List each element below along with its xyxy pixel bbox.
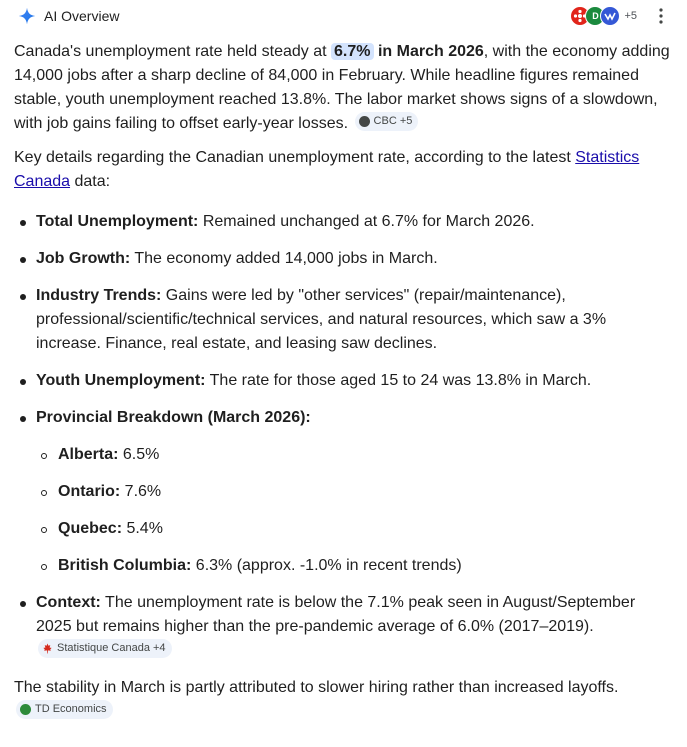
item-label: Provincial Breakdown (March 2026):	[36, 409, 311, 426]
overview-title-group	[14, 7, 119, 25]
td-logo-icon	[20, 704, 31, 715]
list-item	[14, 369, 673, 393]
list-item	[14, 247, 673, 271]
summary-text-1: Canada's unemployment rate held steady at	[14, 43, 332, 60]
province-value: 6.5%	[118, 446, 160, 463]
maple-leaf-icon	[42, 643, 53, 654]
overview-header-actions	[570, 4, 673, 28]
more-vert-icon[interactable]	[649, 4, 673, 28]
provincial-list	[36, 443, 673, 578]
source-chip-cbc[interactable]	[355, 112, 419, 131]
list-item	[14, 284, 673, 356]
province-item	[36, 554, 673, 578]
summary-text-2: , with the economy adding 14,000 jobs after a sharp decline of 84,000 in February. While headline figures remained stable, youth unemployment reached 13.8%. The labor market shows signs of a slowdown, with job gains failing to offset early-year losses.	[14, 43, 670, 132]
list-item	[14, 406, 673, 578]
wave-source-icon	[600, 6, 620, 26]
source-chip-label: Statistique Canada +4	[57, 642, 166, 654]
summary-paragraph	[14, 40, 673, 136]
province-value: 7.6%	[120, 483, 162, 500]
statistics-canada-link[interactable]: Statistics Canada	[14, 149, 640, 190]
closing-text: The stability in March is partly attributed to slower hiring rather than increased layoffs.	[14, 679, 619, 696]
item-label: Youth Unemployment:	[36, 372, 206, 389]
province-label: Quebec:	[58, 520, 123, 537]
item-text: The unemployment rate is below the 7.1% peak seen in August/September 2025 but remains higher than the pre-pandemic average of 6.0% (2017–2019).	[36, 594, 636, 635]
details-intro	[14, 146, 673, 194]
source-chip-statcan[interactable]	[38, 639, 172, 658]
highlighted-period: in March 2026	[377, 43, 484, 60]
item-label: Industry Trends:	[36, 287, 162, 304]
list-item	[14, 210, 673, 234]
province-item	[36, 517, 673, 541]
source-chip-td[interactable]	[16, 700, 113, 719]
province-label: Alberta:	[58, 446, 119, 463]
ai-sparkle-icon	[18, 7, 36, 25]
province-label: British Columbia:	[58, 557, 192, 574]
d-source-icon: D	[585, 6, 605, 26]
item-text: Remained unchanged at 6.7% for March 2026.	[198, 213, 535, 230]
province-value: 5.4%	[122, 520, 163, 537]
overview-header	[14, 0, 673, 32]
source-chip-label: TD Economics	[35, 703, 107, 715]
details-text-1: Key details regarding the Canadian unemployment rate, according to the latest	[14, 149, 576, 166]
details-text-2: data:	[70, 173, 111, 190]
highlighted-rate: 6.7%	[331, 43, 373, 60]
cbc-gem-icon	[359, 116, 370, 127]
item-label: Context:	[36, 594, 101, 611]
list-item	[14, 591, 673, 663]
details-list	[14, 210, 673, 663]
item-text: The economy added 14,000 jobs in March.	[130, 250, 438, 267]
province-item	[36, 443, 673, 467]
province-item	[36, 480, 673, 504]
closing-paragraph	[14, 676, 673, 724]
item-label: Total Unemployment:	[36, 213, 199, 230]
item-text: Gains were led by "other services" (repair/maintenance), professional/scientific/technical services, and natural resources, which saw a 3% increase. Finance, real estate, and leasing saw declines.	[36, 287, 607, 352]
overview-title: AI Overview	[44, 8, 120, 24]
item-label: Job Growth:	[36, 250, 131, 267]
province-label: Ontario:	[58, 483, 121, 500]
province-value: 6.3% (approx. -1.0% in recent trends)	[191, 557, 462, 574]
more-sources-count[interactable]: +5	[624, 10, 637, 22]
source-chip-label: CBC +5	[373, 115, 413, 127]
source-favicons[interactable]	[570, 6, 620, 26]
item-text: The rate for those aged 15 to 24 was 13.8% in March.	[205, 372, 592, 389]
